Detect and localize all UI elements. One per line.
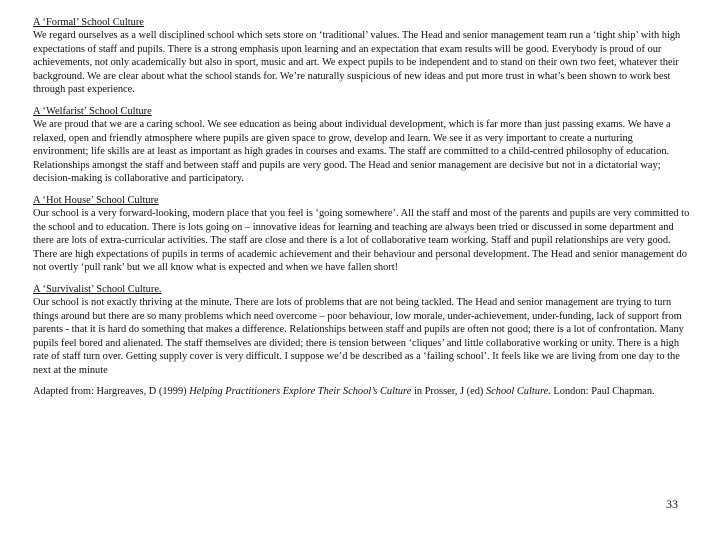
section-welfarist — [33, 105, 690, 186]
section-survivalist — [33, 283, 690, 378]
section-heading: A ‘Formal’ School Culture — [33, 17, 144, 28]
section-formal — [33, 16, 690, 97]
section-heading: A ‘Welfarist’ School Culture — [33, 105, 152, 117]
source-prefix: Adapted from: Hargreaves, D (1999) — [33, 386, 190, 398]
page-number: 33 — [666, 497, 678, 511]
source-middle: in Prosser, J (ed) — [411, 386, 486, 398]
source-suffix: London: Paul Chapman. — [550, 386, 655, 398]
source-title-2: School Culture. — [485, 386, 551, 398]
section-heading: A ‘Survivalist’ School Culture. — [33, 283, 162, 295]
source-citation — [33, 385, 690, 398]
section-body: We are proud that we are a caring school. We see education as being about individual development, which is far more than just passing exams. We have a relaxed, open and friendly atmosphere where pupils are given space to grow, develop and learn. We see it as very important to create a nurturing environment; life skills are at least as important as high grades in courses and exams. The staff are committed to a child-centred philosophy of education. Relationships amongst the staff and between staff and pupils are very good. The Head and senior management are decisive but not in a dictatorial way; decision-making is collaborative and participatory. — [33, 118, 671, 185]
section-heading: A ‘Hot House’ School Culture — [33, 194, 159, 206]
section-body: We regard ourselves as a well disciplined school which sets store on ‘traditional’ values. The Head and senior management team run a ‘tight ship’ with high expectations of staff and pupils. There is a strong emphasis upon learning and an expectation that exam results will be good. Everybody is proud of our achievements, not only academically but also in sport, music and art. We expect pupils to be independent and to stand on their own two feet, whatever their background. We are clear about what the school stands for. We’re naturally suspicious of new ideas and put more trust in what’s been shown to work best through past experience. — [33, 30, 681, 96]
section-body: Our school is a very forward-looking, modern place that you feel is ‘going somewhere’. All the staff and most of the parents and pupils are very committed to the school and to education. There is lots going on – innovative ideas for learning and teaching are always been tried or discussed in some department and there are lots of extra-curricular activities. The staff are close and there is a lot of collaborative team working. Staff and pupil relationships are very good. There are high expectations of pupils in terms of academic achievement and their behaviour and personal development. The Head and senior management do not overtly ‘pull rank’ but we all know what is expected and when we have fallen short! — [33, 207, 690, 274]
source-title-1: Helping Practitioners Explore Their School’s Culture — [189, 386, 412, 398]
section-body: Our school is not exactly thriving at the minute. There are lots of problems that are not being tackled. The Head and senior management are trying to turn things around but there are so many problems which need overcome – poor behaviour, low morale, under-achievement, under-funding, lack of support from parents - that it is hard do something that makes a difference. Relationships between staff and pupils are often not good; there is a lot of confrontation. Many pupils feel bored and alienated. The staff themselves are divided; there is tension between ‘cliques’ and little collaborative working or unity. There is a high rate of staff turn over. Getting supply cover is very difficult. I suppose we’d be described as a ‘failing school’. It feels like we are living from one day to the next at the minute — [33, 296, 684, 376]
section-hot-house — [33, 194, 690, 275]
document-content — [33, 16, 690, 398]
